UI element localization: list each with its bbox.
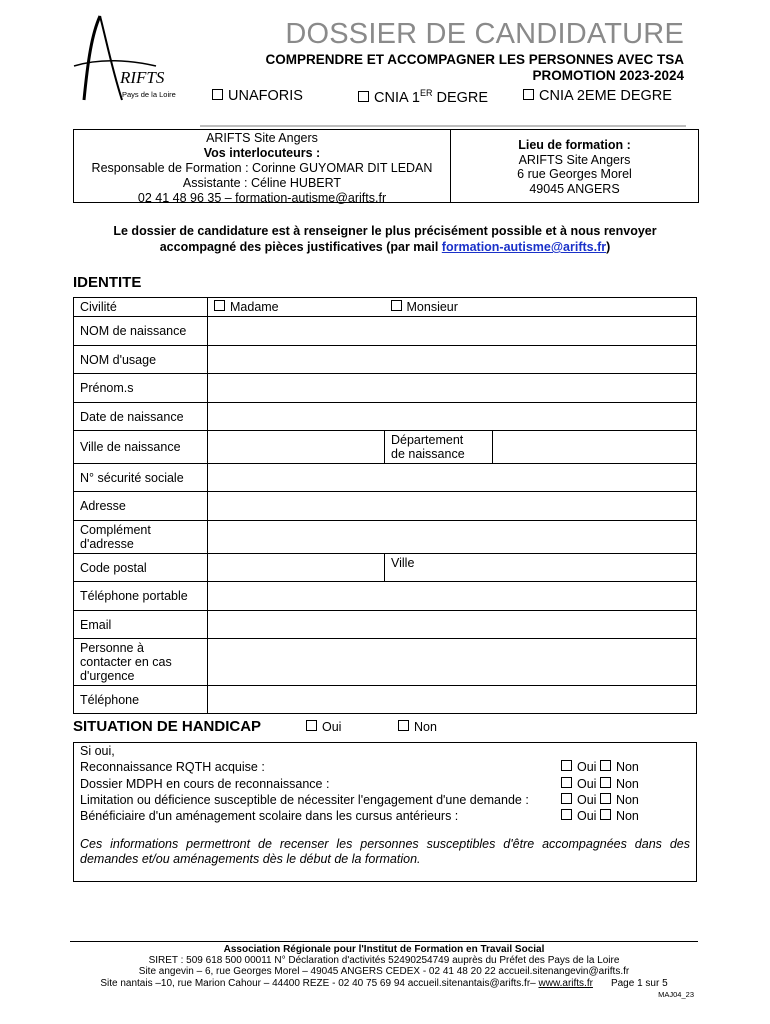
field-telephone[interactable]	[208, 686, 697, 714]
label-nom-usage: NOM d'usage	[74, 346, 208, 374]
field-ville-naissance[interactable]	[208, 431, 385, 464]
checkbox-icon[interactable]	[600, 793, 611, 804]
version-code: MAJ04_23	[658, 989, 694, 999]
label-ville-naissance: Ville de naissance	[74, 431, 208, 464]
field-urgence[interactable]	[208, 639, 697, 686]
label-civilite: Civilité	[74, 298, 208, 317]
option-unaforis[interactable]: UNAFORIS	[212, 88, 303, 104]
label-telephone: Téléphone	[74, 686, 208, 714]
question-amenagement: Bénéficiaire d'un aménagement scolaire dans les cursus antérieurs : Oui Non	[80, 809, 639, 824]
field-secu[interactable]	[208, 464, 697, 492]
interlocutors-panel: ARIFTS Site Angers Vos interlocuteurs : Responsable de Formation : Corinne GUYOMAR DIT LEDAN Assistante : Céline HUBERT 02 41 48 96 35 – formation-autisme@arifts.fr	[74, 130, 451, 202]
subtitle-line2: PROMOTION 2023-2024	[532, 68, 684, 83]
contact-box	[73, 129, 699, 203]
checkbox-icon[interactable]	[214, 300, 225, 311]
section-handicap-heading: SITUATION DE HANDICAP	[73, 718, 262, 735]
label-complement: Complément d'adresse	[74, 521, 208, 554]
footer-divider	[70, 941, 698, 942]
checkbox-icon[interactable]	[212, 89, 223, 100]
field-complement[interactable]	[208, 521, 697, 554]
checkbox-icon[interactable]	[523, 89, 534, 100]
handicap-note: Ces informations permettront de recenser les personnes susceptibles d'être accompagnées dans des demandes et/ou aménagements dès le début de la formation.	[80, 837, 690, 867]
header-divider	[200, 125, 686, 127]
field-email[interactable]	[208, 611, 697, 639]
checkbox-icon[interactable]	[561, 793, 572, 804]
label-adresse: Adresse	[74, 492, 208, 521]
field-date-naissance[interactable]	[208, 403, 697, 431]
option-cnia-1er[interactable]: CNIA 1ER DEGRE	[358, 88, 488, 106]
checkbox-icon[interactable]	[561, 777, 572, 788]
handicap-box	[73, 742, 697, 882]
identite-table	[73, 297, 697, 714]
section-identite-heading: IDENTITE	[73, 274, 142, 291]
label-urgence: Personne à contacter en cas d'urgence	[74, 639, 208, 686]
handicap-non[interactable]: Non	[398, 720, 437, 734]
arifts-logo	[70, 14, 190, 104]
label-code-postal: Code postal	[74, 554, 208, 582]
label-prenom: Prénom.s	[74, 374, 208, 403]
checkbox-icon[interactable]	[391, 300, 402, 311]
page-title: DOSSIER DE CANDIDATURE	[285, 18, 684, 50]
field-prenom[interactable]	[208, 374, 697, 403]
checkbox-icon[interactable]	[358, 91, 369, 102]
footer: Association Régionale pour l'Institut de Formation en Travail Social SIRET : 509 618 500 00011 N° Déclaration d'activités 52490254749 auprès du Préfet des Pays de la Loire Site angevin – 6, rue Georges Morel – 49045 ANGERS CEDEX - 02 41 48 20 22 accueil.sitenangevin@arifts.fr Site nantais –10, rue Marion Cahour – 44400 REZE - 02 40 75 69 94 accueil.sitenantais@arifts.fr– www.arifts.fr Page 1 sur 5 MAJ04_23	[70, 944, 698, 1000]
checkbox-icon[interactable]	[600, 760, 611, 771]
label-nom-naissance: NOM de naissance	[74, 317, 208, 346]
field-ville[interactable]: Ville	[385, 554, 697, 582]
label-tel-portable: Téléphone portable	[74, 582, 208, 611]
email-link[interactable]: formation-autisme@arifts.fr	[441, 240, 607, 254]
si-oui-label: Si oui,	[80, 744, 115, 758]
lieu-panel: Lieu de formation : ARIFTS Site Angers 6 rue Georges Morel 49045 ANGERS	[517, 138, 632, 196]
option-madame[interactable]: Madame	[208, 298, 385, 317]
field-tel-portable[interactable]	[208, 582, 697, 611]
checkbox-icon[interactable]	[561, 809, 572, 820]
logo-region: Pays de la Loire	[122, 90, 176, 99]
option-cnia-2eme[interactable]: CNIA 2EME DEGRE	[523, 88, 672, 104]
checkbox-icon[interactable]	[306, 720, 317, 731]
question-rqth: Reconnaissance RQTH acquise : Oui Non	[80, 760, 639, 775]
page-subtitle	[200, 52, 684, 84]
checkbox-icon[interactable]	[398, 720, 409, 731]
notice: Le dossier de candidature est à renseigner le plus précisément possible et à nous renvoyer accompagné des pièces justificatives (par mail formation-autisme@arifts.fr)	[113, 224, 657, 254]
checkbox-icon[interactable]	[600, 809, 611, 820]
option-monsieur[interactable]: Monsieur	[385, 298, 697, 317]
page-number: Page 1 sur 5	[610, 977, 668, 989]
logo-name: RIFTS	[120, 68, 165, 87]
checkbox-icon[interactable]	[561, 760, 572, 771]
question-limitation: Limitation ou déficience susceptible de nécessiter l'engagement d'une demande : Oui Non	[80, 792, 639, 807]
field-departement[interactable]	[493, 431, 697, 464]
subtitle-line1: COMPRENDRE ET ACCOMPAGNER LES PERSONNES AVEC TSA	[265, 52, 684, 67]
label-departement: Département de naissance	[385, 431, 493, 464]
website-link[interactable]: www.arifts.fr	[538, 977, 593, 989]
label-secu: N° sécurité sociale	[74, 464, 208, 492]
field-nom-usage[interactable]	[208, 346, 697, 374]
field-adresse[interactable]	[208, 492, 697, 521]
handicap-oui[interactable]: Oui	[306, 720, 341, 734]
question-mdph: Dossier MDPH en cours de reconnaissance : Oui Non	[80, 776, 639, 791]
field-code-postal[interactable]	[208, 554, 385, 582]
label-date-naissance: Date de naissance	[74, 403, 208, 431]
field-nom-naissance[interactable]	[208, 317, 697, 346]
label-email: Email	[74, 611, 208, 639]
checkbox-icon[interactable]	[600, 777, 611, 788]
